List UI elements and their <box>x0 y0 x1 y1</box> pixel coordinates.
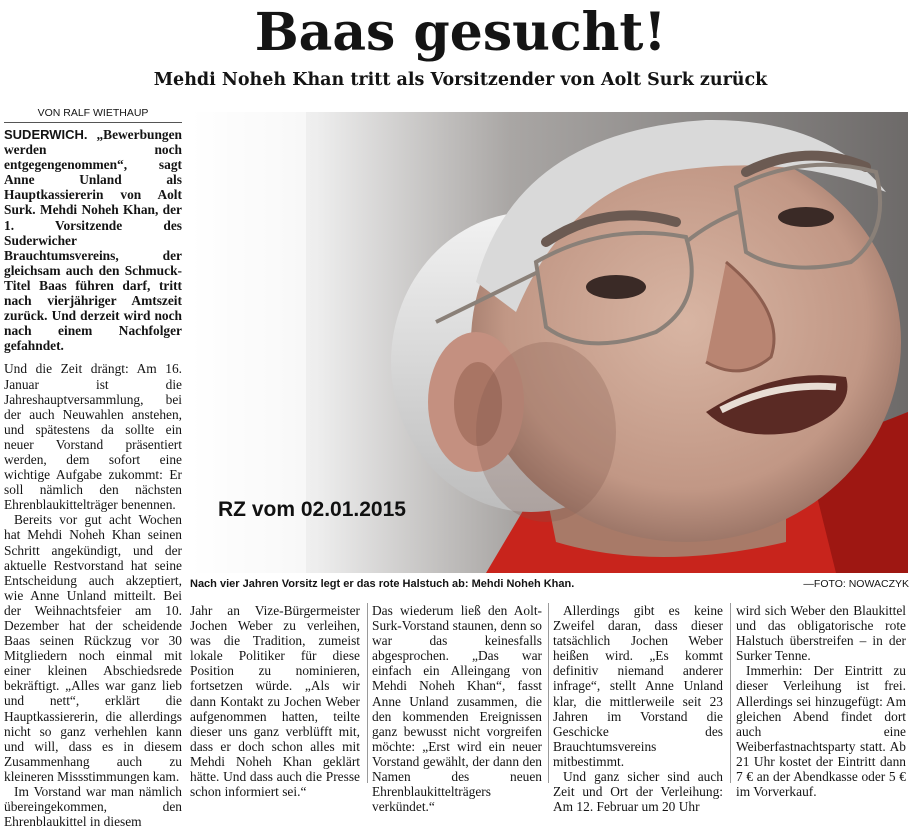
article-column-2 <box>190 603 360 799</box>
headline: Baas gesucht! <box>254 2 667 63</box>
body-paragraph: Im Vorstand war man nämlich übereingekommen, den Ehrenblaukittel in diesem <box>4 784 182 829</box>
lead-text: „Bewerbungen werden noch entgegengenommen“, sagt Anne Unland als Hauptkassiererin von Aolt Surk. Mehdi Noheh Khan, der 1. Vorsitzende des Suderwicher Brauchtumsvereins, der gleichsam auch den Schmuck-Titel Baas führen darf, tritt nach vierjähriger Amtszeit zurück. Und derzeit wird noch nach einem Nachfolger gefahndet. <box>4 127 182 354</box>
byline-rule <box>4 122 182 123</box>
lead-paragraph <box>4 127 182 353</box>
article-column-3 <box>372 603 542 814</box>
article-column-5 <box>736 603 906 799</box>
dateline: SUDERWICH. <box>4 127 88 142</box>
body-paragraph: Und ganz sicher sind auch Zeit und Ort der Verleihung: Am 12. Februar um 20 Uhr <box>553 769 723 815</box>
article-column-4 <box>553 603 723 814</box>
article-column-1 <box>4 127 182 829</box>
photo-caption: Nach vier Jahren Vorsitz legt er das rote Halstuch ab: Mehdi Noheh Khan. <box>190 578 575 590</box>
column-divider <box>730 603 731 783</box>
photo-credit: —FOTO: NOWACZYK <box>803 578 909 590</box>
column-divider <box>548 603 549 783</box>
body-paragraph: Immerhin: Der Eintritt zu dieser Verleihung ist frei. Allerdings sei hinzugefügt: Am gleichen Abend findet dort auch eine Weiberfastnachtsparty statt. Ab 21 Uhr kostet der Eintritt dann 7 € an der Abendkasse oder 5 € im Vorverkauf. <box>736 663 906 800</box>
body-paragraph: Allerdings gibt es keine Zweifel daran, dass dieser tatsächlich Jochen Weber heißen wird. „Es kommt definitiv niemand anderer infrage“, stellt Anne Unland klar, die mittlerweile seit 23 Jahren im Vorstand die Geschicke des Brauchtumsvereins mitbestimmt. <box>553 603 723 769</box>
body-paragraph: Das wiederum ließ den Aolt-Surk-Vorstand staunen, denn so war das keinesfalls abgesprochen. „Das war einfach ein Alleingang von Mehdi Noheh Khan“, fasst Anne Unland zusammen, die den kommenden Ereignissen ganz bewusst nicht vorgreifen möchte: „Erst wird ein neuer Vorstand gewählt, der dann den Namen des neuen Ehrenblaukittelträgers verkündet.“ <box>372 603 542 815</box>
body-paragraph: Und die Zeit drängt: Am 16. Januar ist die Jahreshauptversammlung, bei der auch Neuwahlen anstehen, und spätestens da sollte ein neuer Vorstand präsentiert werden, dem sofort eine wichtige Aufgabe zukommt: Er soll nämlich den nächsten Ehrenblaukittelträger benennen. <box>4 361 182 513</box>
column-divider <box>367 603 368 783</box>
body-paragraph: Jahr an Vize-Bürgermeister Jochen Weber zu verleihen, was die Tradition, zumeist lokale Politiker für diese Position zu nominieren, fortsetzen würde. „Als wir dann Kontakt zu Jochen Weber aufgenommen hatten, teilte dieser uns ganz verblüfft mit, dass er doch schon alles mit Mehdi Noheh Khan geklärt hätte. Und dass auch die Presse schon informiert sei.“ <box>190 603 360 800</box>
subheadline: Mehdi Noheh Khan tritt als Vorsitzender von Aolt Surk zurück <box>153 70 768 90</box>
date-stamp: RZ vom 02.01.2015 <box>218 498 406 521</box>
body-paragraph: Bereits vor gut acht Wochen hat Mehdi Noheh Khan seinen Schritt angekündigt, und der aktuelle Restvorstand hat seine Entscheidung auch akzeptiert, wie Anne Unland mitteilt. Bei der Weihnachtsfeier am 10. Dezember hat der scheidende Baas seinen Rückzug vor 30 Mitgliedern noch einmal mit einer kleinen Abschiedsrede bekräftigt. „Alles war ganz lieb und nett“, erklärt die Hauptkassiererin, die allerdings nicht so ganz verhehlen kann und will, dass es in diesem Zusammenhang auch zu kleineren Missstimmungen kam. <box>4 512 182 784</box>
byline: VON RALF WIETHAUP <box>37 107 149 119</box>
body-paragraph: wird sich Weber den Blaukittel und das obligatorische rote Halstuch überstreifen – in der Surker Tenne. <box>736 603 906 664</box>
